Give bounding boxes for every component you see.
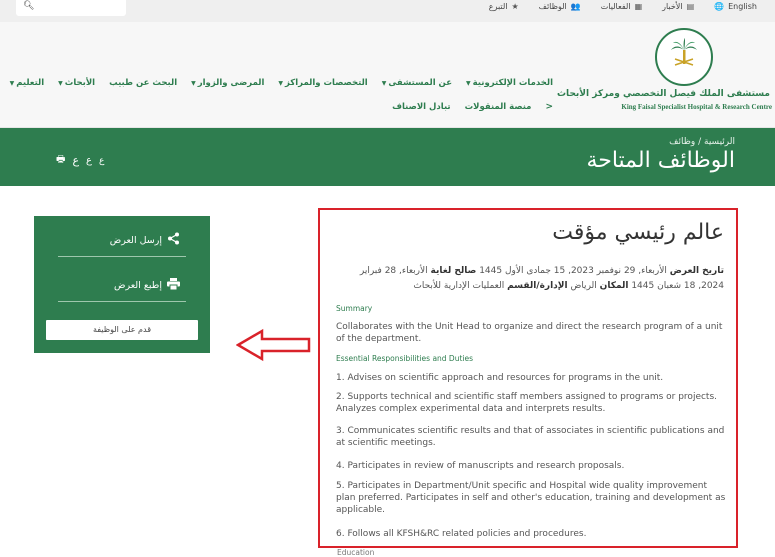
top-link-english[interactable] bbox=[714, 2, 757, 11]
divider bbox=[58, 256, 186, 257]
palm-icon bbox=[670, 38, 698, 68]
nav-item-exchange[interactable]: تبادل الاصناف bbox=[392, 102, 451, 112]
breadcrumb bbox=[669, 137, 735, 147]
chevron-down-icon: ▼ bbox=[278, 80, 284, 87]
star-icon: ★ bbox=[511, 2, 519, 11]
print-icon bbox=[167, 278, 180, 293]
font-large-button[interactable]: ع bbox=[72, 154, 80, 167]
chevron-down-icon: ▼ bbox=[58, 80, 63, 87]
nav-eservices[interactable] bbox=[466, 78, 553, 88]
duty-item: 6. Follows all KFSH&RC related policies and procedures. bbox=[336, 529, 587, 539]
nav-label: الأبحاث bbox=[64, 78, 96, 88]
nav-label: المرضى والزوار bbox=[197, 78, 265, 88]
site-header bbox=[0, 22, 775, 128]
chevron-down-icon: ▼ bbox=[9, 80, 15, 87]
nav-transfers[interactable]: منصة المنقولات bbox=[464, 102, 532, 112]
duty-item: 4. Participates in review of manuscripts and research proposals. bbox=[336, 461, 625, 471]
education-heading: Education bbox=[337, 548, 375, 557]
font-medium-button[interactable]: ع bbox=[86, 155, 92, 166]
top-link-label: الأخبار bbox=[662, 2, 683, 11]
nav-find-doctor[interactable] bbox=[109, 78, 177, 88]
send-offer-link[interactable] bbox=[110, 232, 180, 248]
nav-about[interactable] bbox=[382, 78, 452, 88]
duties-heading: Essential Responsibilities and Duties bbox=[336, 354, 474, 363]
send-offer-label: إرسل العرض bbox=[109, 234, 162, 246]
newspaper-icon: ▤ bbox=[686, 2, 695, 11]
divider bbox=[58, 301, 186, 302]
top-link-label: الفعاليات bbox=[600, 2, 631, 11]
nav-label: عن المستشفى bbox=[388, 78, 453, 88]
font-small-button[interactable]: ع bbox=[99, 155, 105, 166]
top-link-jobs[interactable] bbox=[539, 2, 581, 11]
location-value: الرياض bbox=[570, 281, 597, 291]
chevron-down-icon: ▼ bbox=[381, 80, 387, 87]
calendar-icon: ▦ bbox=[634, 2, 643, 11]
top-link-donate[interactable] bbox=[489, 2, 519, 11]
secondary-navigation bbox=[392, 102, 553, 112]
share-icon[interactable]: < bbox=[545, 102, 553, 112]
job-title: عالم رئيسي مؤقت bbox=[552, 220, 724, 245]
page-title: الوظائف المتاحة bbox=[586, 148, 735, 173]
hospital-logo[interactable] bbox=[655, 28, 713, 86]
apply-job-button[interactable]: قدم على الوظيفة bbox=[46, 320, 198, 340]
share-icon bbox=[167, 232, 180, 248]
chevron-down-icon: ▼ bbox=[191, 80, 196, 87]
top-link-label: الوظائف bbox=[538, 2, 567, 11]
page-banner bbox=[0, 128, 775, 186]
chevron-down-icon: ▼ bbox=[466, 80, 471, 87]
nav-label: التعليم bbox=[16, 78, 45, 88]
summary-text: Collaborates with the Unit Head to organize and direct the research program of a unit of the department. bbox=[336, 322, 723, 344]
offer-date-value: الأربعاء, 29 نوفمبر 2023, 15 جمادى الأول 1445 bbox=[479, 266, 667, 276]
main-navigation bbox=[10, 78, 553, 88]
print-icon[interactable]: 🖶︎ bbox=[56, 154, 66, 165]
nav-specialties[interactable] bbox=[278, 78, 367, 88]
department-label: الإدارة/القسم bbox=[507, 281, 568, 291]
job-details-panel bbox=[318, 208, 738, 548]
nav-label: الخدمات الإلكترونية bbox=[472, 78, 553, 88]
top-link-label: التبرع bbox=[488, 2, 508, 11]
location-label: المكان bbox=[599, 281, 629, 291]
valid-until-value: الأربعاء, 28 فبراير 2024, 18 شعبان 1445 bbox=[359, 266, 724, 291]
duty-item: 3. Communicates scientific results and that of associates in scientific publications and at scientific meetings. bbox=[336, 426, 725, 448]
top-links bbox=[489, 2, 757, 11]
nav-research[interactable] bbox=[58, 78, 95, 88]
breadcrumb-separator: / bbox=[698, 137, 702, 147]
top-link-news[interactable] bbox=[662, 2, 694, 11]
font-size-tools bbox=[56, 152, 104, 169]
summary-heading: Summary bbox=[336, 304, 373, 313]
breadcrumb-home[interactable]: الرئيسية bbox=[704, 137, 735, 147]
duty-item: 1. Advises on scientific approach and resources for programs in the unit. bbox=[336, 373, 664, 383]
job-actions-panel bbox=[34, 216, 210, 353]
valid-until-label: صالح لغاية bbox=[430, 266, 477, 276]
top-utility-bar bbox=[0, 0, 775, 22]
nav-label: التخصصات والمراكز bbox=[285, 78, 368, 88]
duty-item: 2. Supports technical and scientific staff members assigned to programs or projects. Analyzes complex experimental data and interprets results. bbox=[336, 392, 718, 414]
breadcrumb-current: وظائف bbox=[669, 137, 696, 147]
logo-arabic-name: مستشفى الملك فيصل التخصصي ومركز الأبحاث bbox=[557, 89, 770, 99]
offer-date-label: تاريخ العرض bbox=[669, 266, 724, 276]
print-offer-label: إطبع العرض bbox=[114, 280, 162, 291]
nav-education[interactable] bbox=[10, 78, 45, 88]
top-link-label: English bbox=[728, 2, 757, 11]
annotation-arrow-icon bbox=[236, 328, 312, 362]
nav-label: البحث عن طبيب bbox=[109, 78, 178, 88]
people-icon: 👥 bbox=[570, 2, 581, 11]
search-icon[interactable]: 🔍︎ bbox=[23, 1, 35, 11]
job-meta bbox=[336, 264, 724, 294]
duty-item: 5. Participates in Department/Unit specific and Hospital wide quality improvement plan preferred. Participates in self and other's education, training and development as applicable. bbox=[336, 481, 726, 515]
print-offer-link[interactable] bbox=[114, 278, 180, 293]
search-input[interactable] bbox=[16, 0, 126, 16]
top-link-events[interactable] bbox=[601, 2, 642, 11]
department-value: العمليات الإدارية للأبحاث bbox=[413, 281, 505, 291]
nav-patients[interactable] bbox=[191, 78, 264, 88]
globe-icon: 🌐 bbox=[714, 2, 725, 11]
logo-english-name: King Faisal Specialist Hospital & Research Centre bbox=[621, 103, 772, 111]
